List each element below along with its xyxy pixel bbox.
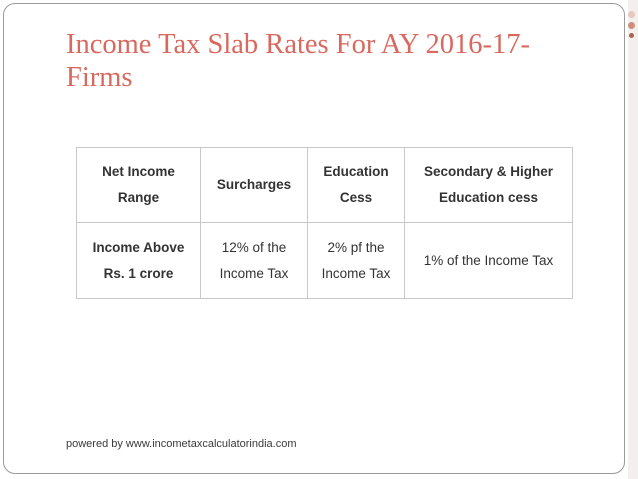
header-secondary-higher-education-cess: Secondary & Higher Education cess <box>405 148 573 223</box>
decorative-dot-icon <box>628 22 635 29</box>
header-education-cess: Education Cess <box>308 148 405 223</box>
decorative-dot-icon <box>628 11 635 18</box>
decorative-dots <box>625 8 638 38</box>
header-surcharges: Surcharges <box>201 148 308 223</box>
table-header-row <box>77 148 573 223</box>
table-row <box>77 223 573 299</box>
slide-title: Income Tax Slab Rates For AY 2016-17-Firms <box>66 29 530 93</box>
slide-side-bar <box>628 0 638 479</box>
decorative-dot-icon <box>629 33 634 38</box>
tax-slab-table <box>76 147 573 299</box>
footer-credit: powered by www.incometaxcalculatorindia.com <box>66 438 297 450</box>
header-net-income-range: Net Income Range <box>77 148 201 223</box>
cell-education-cess: 2% pf the Income Tax <box>308 223 405 299</box>
cell-surcharges: 12% of the Income Tax <box>201 223 308 299</box>
cell-secondary-higher-education-cess: 1% of the Income Tax <box>405 223 573 299</box>
cell-income-range: Income Above Rs. 1 crore <box>77 223 201 299</box>
